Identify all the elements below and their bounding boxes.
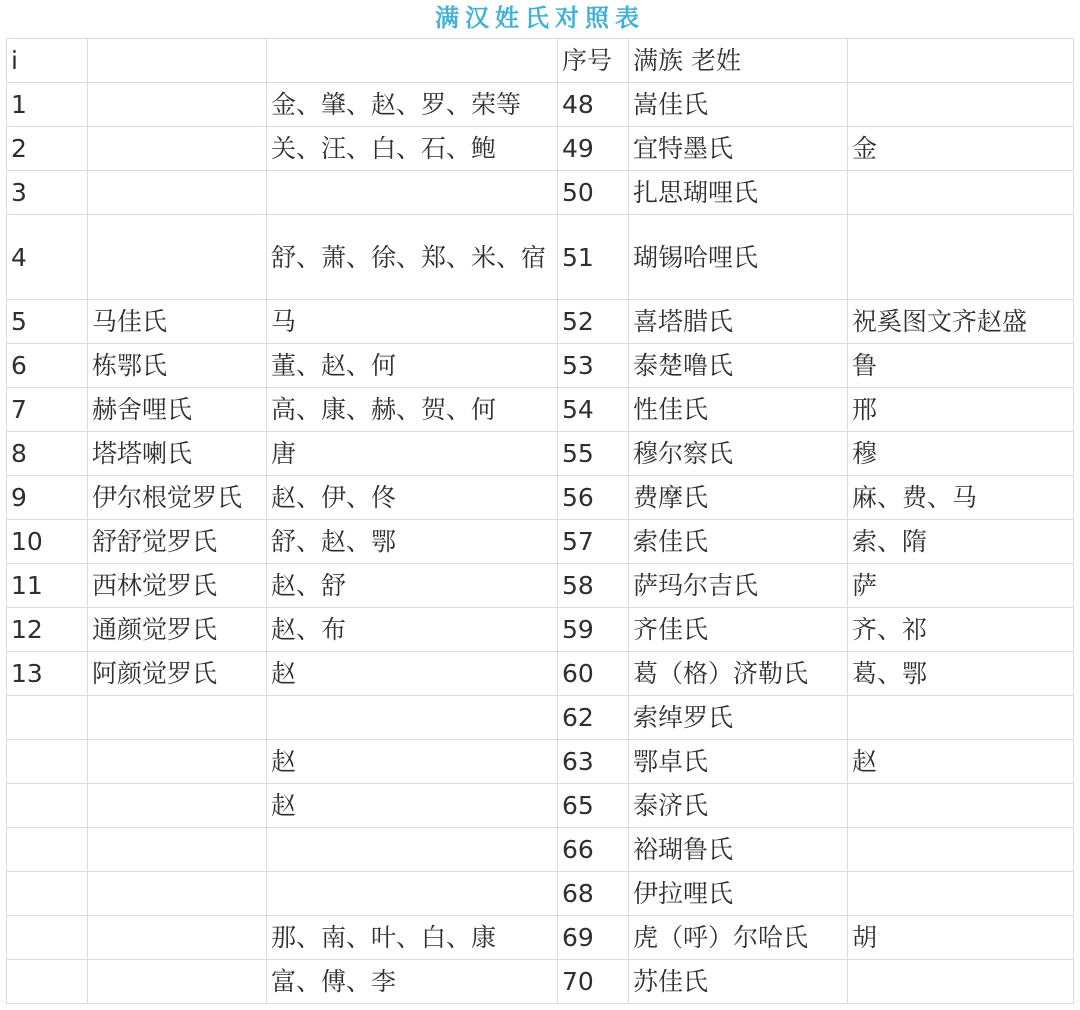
row-number-right: 50 bbox=[558, 171, 629, 215]
han-surname-right: 祝奚图文齐赵盛 bbox=[848, 300, 1074, 344]
manchu-surname-right: 鄂卓氏 bbox=[629, 740, 848, 784]
han-surname-right bbox=[848, 696, 1074, 740]
han-surname-right: 金 bbox=[848, 127, 1074, 171]
row-number-right: 69 bbox=[558, 916, 629, 960]
manchu-surname-right: 伊拉哩氏 bbox=[629, 872, 848, 916]
table-row bbox=[7, 520, 1074, 564]
table-body bbox=[7, 39, 1074, 1004]
row-number-right: 62 bbox=[558, 696, 629, 740]
row-number-left: 6 bbox=[7, 344, 88, 388]
manchu-surname-right: 索佳氏 bbox=[629, 520, 848, 564]
manchu-surname-left: 赫舍哩氏 bbox=[88, 388, 267, 432]
row-number-left bbox=[7, 740, 88, 784]
manchu-surname-left: 塔塔喇氏 bbox=[88, 432, 267, 476]
manchu-surname-left bbox=[88, 127, 267, 171]
han-surname-left: 那、南、叶、白、康 bbox=[267, 916, 558, 960]
row-number-left bbox=[7, 696, 88, 740]
row-number-right: 49 bbox=[558, 127, 629, 171]
han-surname-right bbox=[848, 83, 1074, 127]
han-surname-left: 赵、布 bbox=[267, 608, 558, 652]
header-right-manchu: 满族 老姓 bbox=[629, 39, 848, 83]
row-number-left bbox=[7, 784, 88, 828]
table-row bbox=[7, 828, 1074, 872]
han-surname-right: 索、隋 bbox=[848, 520, 1074, 564]
han-surname-right bbox=[848, 872, 1074, 916]
han-surname-left: 唐 bbox=[267, 432, 558, 476]
han-surname-right: 麻、费、马 bbox=[848, 476, 1074, 520]
han-surname-left: 舒、萧、徐、郑、米、宿 bbox=[267, 215, 558, 300]
row-number-left: 11 bbox=[7, 564, 88, 608]
row-number-left: 12 bbox=[7, 608, 88, 652]
manchu-surname-left: 伊尔根觉罗氏 bbox=[88, 476, 267, 520]
han-surname-right: 赵 bbox=[848, 740, 1074, 784]
row-number-right: 55 bbox=[558, 432, 629, 476]
header-right-number: 序号 bbox=[558, 39, 629, 83]
han-surname-left: 董、赵、何 bbox=[267, 344, 558, 388]
table-row bbox=[7, 83, 1074, 127]
han-surname-right: 齐、祁 bbox=[848, 608, 1074, 652]
han-surname-left: 金、肇、赵、罗、荣等 bbox=[267, 83, 558, 127]
han-surname-right: 邢 bbox=[848, 388, 1074, 432]
table-header-row bbox=[7, 39, 1074, 83]
manchu-surname-left bbox=[88, 740, 267, 784]
table-row bbox=[7, 872, 1074, 916]
header-right-han bbox=[848, 39, 1074, 83]
row-number-left: 7 bbox=[7, 388, 88, 432]
row-number-left bbox=[7, 872, 88, 916]
han-surname-left: 赵、伊、佟 bbox=[267, 476, 558, 520]
page-title: 满汉姓氏对照表 bbox=[435, 4, 645, 32]
header-left-han bbox=[267, 39, 558, 83]
han-surname-right: 穆 bbox=[848, 432, 1074, 476]
manchu-surname-left bbox=[88, 872, 267, 916]
manchu-surname-left: 栋鄂氏 bbox=[88, 344, 267, 388]
table-row bbox=[7, 652, 1074, 696]
table-row bbox=[7, 564, 1074, 608]
row-number-left bbox=[7, 828, 88, 872]
manchu-surname-right: 裕瑚鲁氏 bbox=[629, 828, 848, 872]
han-surname-right: 胡 bbox=[848, 916, 1074, 960]
table-row bbox=[7, 215, 1074, 300]
han-surname-left: 赵 bbox=[267, 784, 558, 828]
manchu-surname-left bbox=[88, 215, 267, 300]
row-number-left: 4 bbox=[7, 215, 88, 300]
row-number-right: 58 bbox=[558, 564, 629, 608]
han-surname-left: 富、傅、李 bbox=[267, 960, 558, 1004]
han-surname-left bbox=[267, 872, 558, 916]
row-number-left: 9 bbox=[7, 476, 88, 520]
manchu-surname-left bbox=[88, 171, 267, 215]
manchu-surname-right: 瑚锡哈哩氏 bbox=[629, 215, 848, 300]
row-number-right: 63 bbox=[558, 740, 629, 784]
manchu-surname-right: 穆尔察氏 bbox=[629, 432, 848, 476]
table-row bbox=[7, 784, 1074, 828]
row-number-right: 51 bbox=[558, 215, 629, 300]
han-surname-right: 葛、鄂 bbox=[848, 652, 1074, 696]
surname-table bbox=[6, 38, 1074, 1004]
han-surname-right: 鲁 bbox=[848, 344, 1074, 388]
header-left-number: i bbox=[7, 39, 88, 83]
manchu-surname-left: 马佳氏 bbox=[88, 300, 267, 344]
row-number-right: 68 bbox=[558, 872, 629, 916]
manchu-surname-right: 性佳氏 bbox=[629, 388, 848, 432]
han-surname-left: 关、汪、白、石、鲍 bbox=[267, 127, 558, 171]
manchu-surname-left bbox=[88, 696, 267, 740]
han-surname-left bbox=[267, 696, 558, 740]
table-row bbox=[7, 344, 1074, 388]
row-number-left: 8 bbox=[7, 432, 88, 476]
table-row bbox=[7, 171, 1074, 215]
han-surname-left: 赵 bbox=[267, 652, 558, 696]
table-row bbox=[7, 916, 1074, 960]
manchu-surname-left: 舒舒觉罗氏 bbox=[88, 520, 267, 564]
table-row bbox=[7, 740, 1074, 784]
manchu-surname-left bbox=[88, 784, 267, 828]
row-number-left: 5 bbox=[7, 300, 88, 344]
manchu-surname-left: 阿颜觉罗氏 bbox=[88, 652, 267, 696]
han-surname-left: 舒、赵、鄂 bbox=[267, 520, 558, 564]
manchu-surname-right: 虎（呼）尔哈氏 bbox=[629, 916, 848, 960]
row-number-right: 70 bbox=[558, 960, 629, 1004]
han-surname-right bbox=[848, 784, 1074, 828]
row-number-right: 52 bbox=[558, 300, 629, 344]
han-surname-right bbox=[848, 171, 1074, 215]
han-surname-right bbox=[848, 828, 1074, 872]
table-row bbox=[7, 300, 1074, 344]
table-row bbox=[7, 388, 1074, 432]
han-surname-right bbox=[848, 215, 1074, 300]
row-number-right: 54 bbox=[558, 388, 629, 432]
han-surname-left: 赵 bbox=[267, 740, 558, 784]
header-left-manchu bbox=[88, 39, 267, 83]
table-row bbox=[7, 476, 1074, 520]
manchu-surname-right: 喜塔腊氏 bbox=[629, 300, 848, 344]
manchu-surname-right: 葛（格）济勒氏 bbox=[629, 652, 848, 696]
manchu-surname-right: 苏佳氏 bbox=[629, 960, 848, 1004]
row-number-right: 60 bbox=[558, 652, 629, 696]
row-number-left: 13 bbox=[7, 652, 88, 696]
manchu-surname-right: 泰济氏 bbox=[629, 784, 848, 828]
manchu-surname-right: 萨玛尔吉氏 bbox=[629, 564, 848, 608]
manchu-surname-left: 西林觉罗氏 bbox=[88, 564, 267, 608]
row-number-left bbox=[7, 916, 88, 960]
manchu-surname-left bbox=[88, 916, 267, 960]
manchu-surname-left: 通颜觉罗氏 bbox=[88, 608, 267, 652]
manchu-surname-right: 泰楚噜氏 bbox=[629, 344, 848, 388]
han-surname-left: 马 bbox=[267, 300, 558, 344]
manchu-surname-right: 扎思瑚哩氏 bbox=[629, 171, 848, 215]
table-row bbox=[7, 127, 1074, 171]
han-surname-left bbox=[267, 828, 558, 872]
manchu-surname-left bbox=[88, 960, 267, 1004]
han-surname-left bbox=[267, 171, 558, 215]
table-row bbox=[7, 696, 1074, 740]
row-number-right: 57 bbox=[558, 520, 629, 564]
table-row bbox=[7, 960, 1074, 1004]
han-surname-right bbox=[848, 960, 1074, 1004]
manchu-surname-right: 费摩氏 bbox=[629, 476, 848, 520]
row-number-right: 48 bbox=[558, 83, 629, 127]
row-number-left bbox=[7, 960, 88, 1004]
han-surname-right: 萨 bbox=[848, 564, 1074, 608]
row-number-left: 1 bbox=[7, 83, 88, 127]
han-surname-left: 高、康、赫、贺、何 bbox=[267, 388, 558, 432]
han-surname-left: 赵、舒 bbox=[267, 564, 558, 608]
row-number-right: 65 bbox=[558, 784, 629, 828]
manchu-surname-left bbox=[88, 83, 267, 127]
row-number-right: 53 bbox=[558, 344, 629, 388]
row-number-right: 59 bbox=[558, 608, 629, 652]
row-number-left: 10 bbox=[7, 520, 88, 564]
manchu-surname-left bbox=[88, 828, 267, 872]
manchu-surname-right: 索绰罗氏 bbox=[629, 696, 848, 740]
row-number-right: 56 bbox=[558, 476, 629, 520]
manchu-surname-right: 宜特墨氏 bbox=[629, 127, 848, 171]
manchu-surname-right: 嵩佳氏 bbox=[629, 83, 848, 127]
row-number-left: 3 bbox=[7, 171, 88, 215]
manchu-surname-right: 齐佳氏 bbox=[629, 608, 848, 652]
table-row bbox=[7, 432, 1074, 476]
row-number-right: 66 bbox=[558, 828, 629, 872]
table-row bbox=[7, 608, 1074, 652]
row-number-left: 2 bbox=[7, 127, 88, 171]
